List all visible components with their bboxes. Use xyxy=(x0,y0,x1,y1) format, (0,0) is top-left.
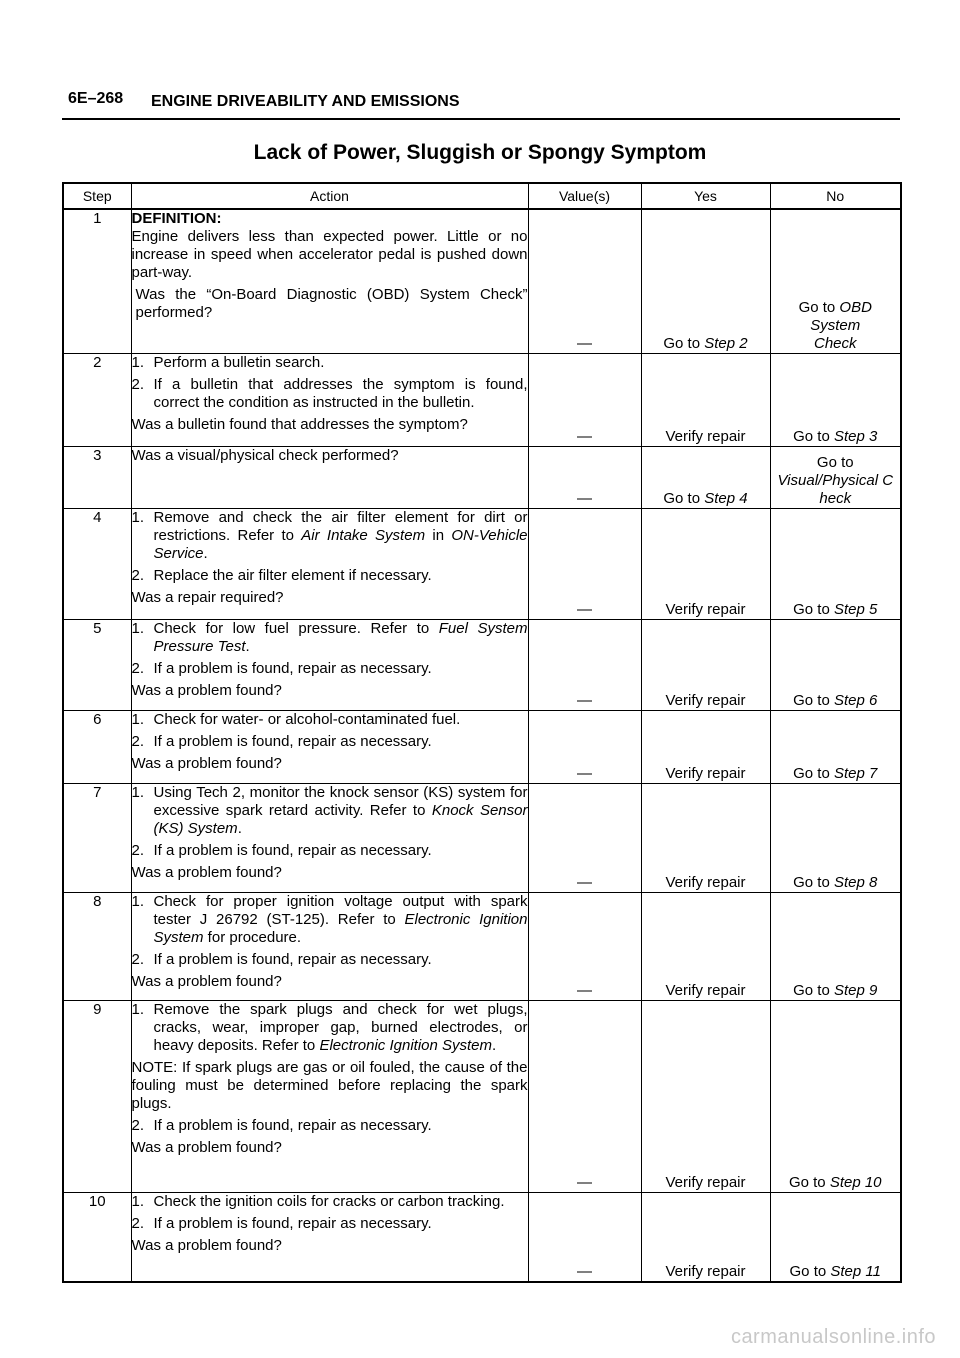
list-item: 1. Check the ignition coils for cracks or carbon tracking. xyxy=(131,1192,505,1210)
no-prefix: Go to xyxy=(793,764,834,782)
no-step-link[interactable]: Step 9 xyxy=(833,981,878,999)
note-text: NOTE: If spark plugs are gas or oil fouled, the cause of the fouling must be determined before replacing the spark plugs. xyxy=(131,1058,528,1112)
action-cell xyxy=(131,1192,528,1282)
reference-link[interactable]: Air Intake System xyxy=(301,526,426,544)
list-item: 1. Perform a bulletin search. xyxy=(131,353,325,371)
list-item: 2. If a problem is found, repair as necessary. xyxy=(131,1214,432,1232)
watermark: carmanualsonline.info xyxy=(730,1326,936,1348)
value-cell: — xyxy=(528,508,641,619)
action-cell xyxy=(131,710,528,783)
reference-link[interactable]: ON-Vehicle Service xyxy=(153,526,528,562)
column-header-values: Value(s) xyxy=(528,183,641,209)
no-prefix: Go to xyxy=(793,873,834,891)
step-number: 5 xyxy=(63,619,131,710)
no-step-link[interactable]: Visual/Physical Check xyxy=(777,471,894,507)
diagnostic-table xyxy=(62,182,902,1283)
no-cell xyxy=(770,508,901,619)
action-cell xyxy=(131,508,528,619)
yes-cell: Verify repair xyxy=(641,353,770,446)
no-prefix: Go to xyxy=(816,453,854,471)
no-cell xyxy=(770,446,901,508)
yes-step-link[interactable]: Step 2 xyxy=(704,334,748,352)
no-prefix: Go to xyxy=(798,298,840,316)
step-number: 10 xyxy=(63,1192,131,1282)
list-item: 2. If a problem is found, repair as necessary. xyxy=(131,732,432,750)
no-prefix: Go to xyxy=(793,427,834,445)
action-cell xyxy=(131,353,528,446)
table-row xyxy=(63,783,901,892)
table-row xyxy=(63,1192,901,1282)
question-text: Was a problem found? xyxy=(131,972,282,990)
no-cell xyxy=(770,892,901,1000)
value-cell: — xyxy=(528,1000,641,1192)
step-number: 4 xyxy=(63,508,131,619)
no-cell xyxy=(770,1000,901,1192)
page-title: Lack of Power, Sluggish or Spongy Symptom xyxy=(253,141,707,164)
question-text: Was a repair required? xyxy=(131,588,284,606)
column-header-action: Action xyxy=(131,183,528,209)
question-text: Was the “On-Board Diagnostic (OBD) System Check” performed? xyxy=(135,286,528,321)
list-item: 2. If a problem is found, repair as necessary. xyxy=(131,841,432,859)
question-text: Was a problem found? xyxy=(131,1138,282,1156)
step-number: 9 xyxy=(63,1000,131,1192)
table-row xyxy=(63,710,901,783)
action-cell xyxy=(131,1000,528,1192)
column-header-yes: Yes xyxy=(641,183,770,209)
question-text: Was a problem found? xyxy=(131,863,282,881)
no-step-link[interactable]: Step 11 xyxy=(830,1263,881,1280)
definition-text: Engine delivers less than expected power. Little or no increase in speed when accelerator pedal is pushed down part-way. xyxy=(131,228,528,281)
value-cell: — xyxy=(528,1192,641,1282)
yes-prefix: Go to xyxy=(663,334,705,352)
action-cell xyxy=(131,783,528,892)
step-number: 7 xyxy=(63,783,131,892)
no-step-link[interactable]: Step 7 xyxy=(833,764,878,782)
question-text: Was a visual/physical check performed? xyxy=(131,446,399,464)
yes-cell xyxy=(641,446,770,508)
no-step-link[interactable]: Step 10 xyxy=(829,1173,882,1191)
list-item: 1. Check for proper ignition voltage output with spark tester J 26792 (ST-125). Refer to Electronic Ignition System for procedure. xyxy=(131,892,528,946)
yes-step-link[interactable]: Step 4 xyxy=(704,489,748,507)
list-item: 1. Remove the spark plugs and check for wet plugs, cracks, wear, improper gap, burned electrodes, or heavy deposits. Refer to Electronic Ignition System. xyxy=(131,1000,528,1054)
value-cell: — xyxy=(528,353,641,446)
no-step-link[interactable]: OBD System Check xyxy=(810,298,872,352)
list-item: 1. Remove and check the air filter element for dirt or restrictions. Refer to Air Intake System in ON-Vehicle Service. xyxy=(131,508,528,562)
list-item: 2. Replace the air filter element if necessary. xyxy=(131,566,432,584)
list-item: 2. If a bulletin that addresses the symptom is found, correct the condition as instructed in the bulletin. xyxy=(131,375,528,411)
page-number: 6E–268 xyxy=(68,90,124,107)
step-number: 6 xyxy=(63,710,131,783)
yes-cell: Verify repair xyxy=(641,783,770,892)
no-prefix: Go to xyxy=(793,981,834,999)
list-item: 1. Using Tech 2, monitor the knock sensor (KS) system for excessive spark retard activity. Refer to Knock Sensor (KS) System. xyxy=(131,783,528,837)
step-number: 2 xyxy=(63,353,131,446)
no-step-link[interactable]: Step 6 xyxy=(833,691,878,709)
no-cell xyxy=(770,353,901,446)
no-prefix: Go to xyxy=(788,1173,830,1191)
question-text: Was a problem found? xyxy=(131,754,282,772)
list-item: 2. If a problem is found, repair as necessary. xyxy=(131,659,432,677)
step-number: 3 xyxy=(63,446,131,508)
step-number: 8 xyxy=(63,892,131,1000)
no-cell xyxy=(770,1192,901,1282)
list-item: 2. If a problem is found, repair as necessary. xyxy=(131,1116,432,1134)
column-header-no: No xyxy=(770,183,901,209)
no-cell xyxy=(770,209,901,353)
no-step-link[interactable]: Step 8 xyxy=(833,873,878,891)
table-row xyxy=(63,508,901,619)
no-step-link[interactable]: Step 5 xyxy=(833,600,878,618)
no-cell xyxy=(770,619,901,710)
no-cell xyxy=(770,783,901,892)
no-prefix: Go to xyxy=(793,600,834,618)
section-title: ENGINE DRIVEABILITY AND EMISSIONS xyxy=(151,93,460,110)
value-cell: — xyxy=(528,446,641,508)
value-cell: — xyxy=(528,209,641,353)
value-cell: — xyxy=(528,710,641,783)
question-text: Was a bulletin found that addresses the symptom? xyxy=(131,415,468,433)
table-row xyxy=(63,353,901,446)
list-item: 2. If a problem is found, repair as necessary. xyxy=(131,950,432,968)
value-cell: — xyxy=(528,783,641,892)
definition-heading: DEFINITION: xyxy=(131,210,222,227)
yes-cell: Verify repair xyxy=(641,508,770,619)
action-cell xyxy=(131,619,528,710)
yes-cell: Verify repair xyxy=(641,710,770,783)
action-cell xyxy=(131,892,528,1000)
column-header-step: Step xyxy=(63,183,131,209)
action-cell xyxy=(131,209,528,353)
yes-cell: Verify repair xyxy=(641,619,770,710)
no-cell xyxy=(770,710,901,783)
list-item: 1. Check for low fuel pressure. Refer to Fuel System Pressure Test. xyxy=(131,619,528,655)
value-cell: — xyxy=(528,892,641,1000)
reference-link[interactable]: Electronic Ignition System xyxy=(153,910,528,946)
table-row xyxy=(63,209,901,353)
yes-prefix: Go to xyxy=(663,489,705,507)
action-cell xyxy=(131,446,528,508)
reference-link[interactable]: Electronic Ignition System xyxy=(319,1036,493,1054)
no-step-link[interactable]: Step 3 xyxy=(833,427,878,445)
table-row xyxy=(63,619,901,710)
reference-link[interactable]: Knock Sensor (KS) System xyxy=(153,801,528,837)
no-prefix: Go to xyxy=(789,1263,831,1280)
list-item: 1. Check for water- or alcohol-contaminated fuel. xyxy=(131,710,461,728)
table-header-row xyxy=(63,183,901,209)
table-row xyxy=(63,446,901,508)
yes-cell: Verify repair xyxy=(641,892,770,1000)
yes-cell: Verify repair xyxy=(641,1000,770,1192)
table-row xyxy=(63,1000,901,1192)
table-row xyxy=(63,892,901,1000)
value-cell: — xyxy=(528,619,641,710)
no-prefix: Go to xyxy=(793,691,834,709)
step-number: 1 xyxy=(63,209,131,353)
reference-link[interactable]: Fuel System Pressure Test xyxy=(153,619,528,655)
question-text: Was a problem found? xyxy=(131,681,282,699)
yes-cell: Verify repair xyxy=(641,1192,770,1282)
question-text: Was a problem found? xyxy=(131,1236,282,1254)
yes-cell xyxy=(641,209,770,353)
page-header xyxy=(62,90,900,120)
